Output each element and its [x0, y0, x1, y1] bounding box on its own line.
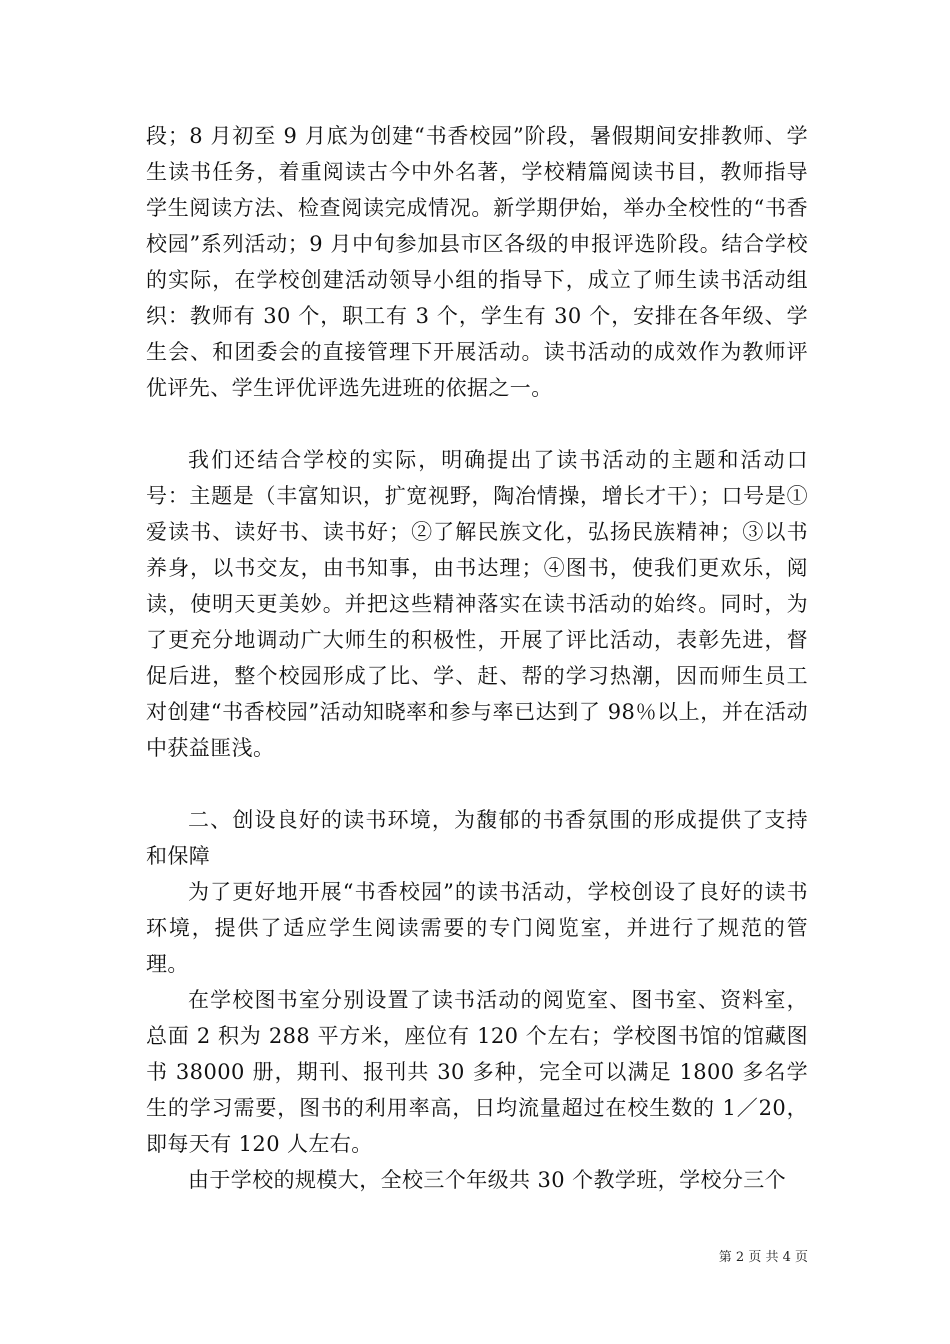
section-heading: 二、创设良好的读书环境，为馥郁的书香氛围的形成提供了支持和保障: [146, 808, 808, 868]
page-number: 第 2 页 共 4 页: [718, 1250, 808, 1265]
paragraph-3: 为了更好地开展“书香校园”的读书活动，学校创设了良好的读书环境，提供了适应学生阅读需要的专门阅览室，并进行了规范的管理。: [146, 880, 808, 976]
paragraph-5: 由于学校的规模大，全校三个年级共 30 个教学班，学校分三个: [188, 1168, 787, 1192]
paragraph-2: 我们还结合学校的实际，明确提出了读书活动的主题和活动口号：主题是（丰富知识，扩宽视野，陶冶情操，增长才干）；口号是①爱读书、读好书、读书好；②了解民族文化，弘扬民族精神；③以书养身，以书交友，由书知事，由书达理；④图书，使我们更欢乐，阅读，使明天更美妙。并把这些精神落实在读书活动的始终。同时，为了更充分地调动广大师生的积极性，开展了评比活动，表彰先进，督促后进，整个校园形成了比、学、赶、帮的学习热潮，因而师生员工对创建“书香校园”活动知晓率和参与率已达到了 98％以上，并在活动中获益匪浅。: [146, 448, 808, 760]
paragraph-1: 段；8 月初至 9 月底为创建“书香校园”阶段，暑假期间安排教师、学生读书任务，着重阅读古今中外名著，学校精篇阅读书目，教师指导学生阅读方法、检查阅读完成情况。新学期伊始，举办全校性的“书香校园”系列活动；9 月中旬参加县市区各级的申报评选阶段。结合学校的实际，在学校创建活动领导小组的指导下，成立了师生读书活动组织：教师有 30 个，职工有 3 个，学生有 30 个，安排在各年级、学生会、和团委会的直接管理下开展活动。读书活动的成效作为教师评优评先、学生评优评选先进班的依据之一。: [146, 124, 808, 400]
paragraph-4: 在学校图书室分别设置了读书活动的阅览室、图书室、资料室，总面 2 积为 288 平方米，座位有 120 个左右；学校图书馆的馆藏图书 38000 册，期刊、报刊共 30 多种，完全可以满足 1800 多名学生的学习需要，图书的利用率高，日均流量超过在校生数的 1／20，即每天有 120 人左右。: [146, 988, 808, 1156]
